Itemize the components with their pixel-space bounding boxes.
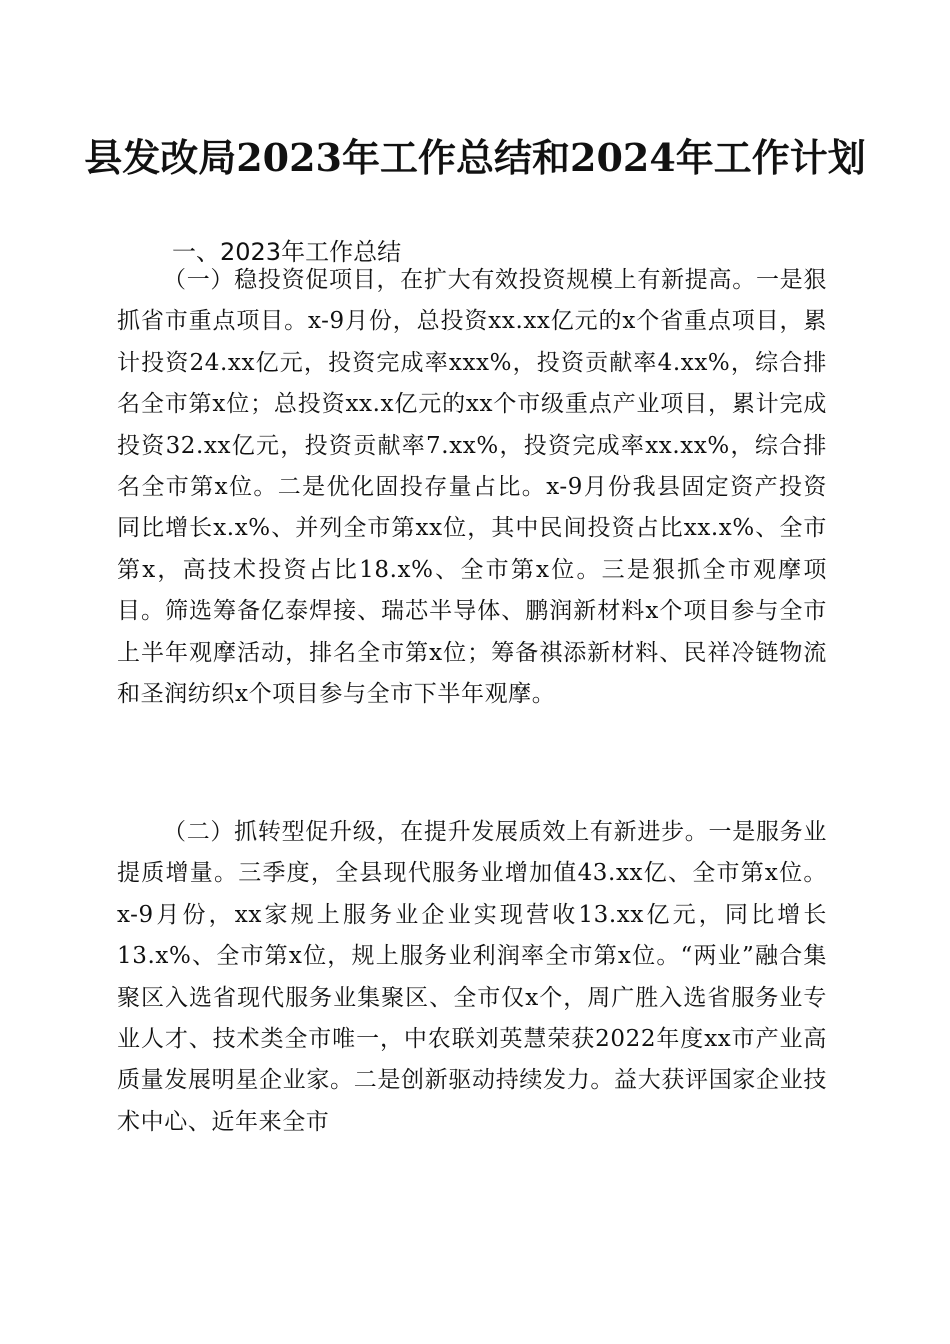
document-title: 县发改局2023年工作总结和2024年工作计划 <box>84 135 866 180</box>
section-heading: 一、2023年工作总结 <box>172 238 402 266</box>
paragraph-investment <box>117 260 827 715</box>
paragraph-upgrade <box>117 812 827 1143</box>
paragraph-body: 一是服务业提质增量。三季度，全县现代服务业增加值43.xx亿、全市第x位。x-9月份，xx家规上服务业企业实现营收13.xx亿元，同比增长13.x%、全市第x位，规上服务业利润率全市第x位。“两业”融合集聚区入选省现代服务业集聚区、全市仅x个，周广胜入选省服务业专业人才、技术类全市唯一，中农联刘英慧荣获2022年度xx市产业高质量发展明星企业家。二是创新驱动持续发力。益大获评国家企业技术中心、近年来全市 <box>117 819 827 1135</box>
paragraph-body: 一是狠抓省市重点项目。x-9月份，总投资xx.xx亿元的x个省重点项目，累计投资24.xx亿元，投资完成率xxx%，投资贡献率4.xx%，综合排名全市第x位；总投资xx.x亿元的xx个市级重点产业项目，累计完成投资32.xx亿元，投资贡献率7.xx%，投资完成率xx.xx%，综合排名全市第x位。二是优化固投存量占比。x-9月份我县固定资产投资同比增长x.x%、并列全市第xx位，其中民间投资占比xx.x%、全市第x，高技术投资占比18.x%、全市第x位。三是狠抓全市观摩项目。筛选筹备亿泰焊接、瑞芯半导体、鹏润新材料x个项目参与全市上半年观摩活动，排名全市第x位；筹备祺添新材料、民祥冷链物流和圣润纺织x个项目参与全市下半年观摩。 <box>117 267 827 708</box>
paragraph-lead: （一）稳投资促项目，在扩大有效投资规模上有新提高。 <box>163 267 756 293</box>
paragraph-lead: （二）抓转型促升级，在提升发展质效上有新进步。 <box>163 819 709 845</box>
